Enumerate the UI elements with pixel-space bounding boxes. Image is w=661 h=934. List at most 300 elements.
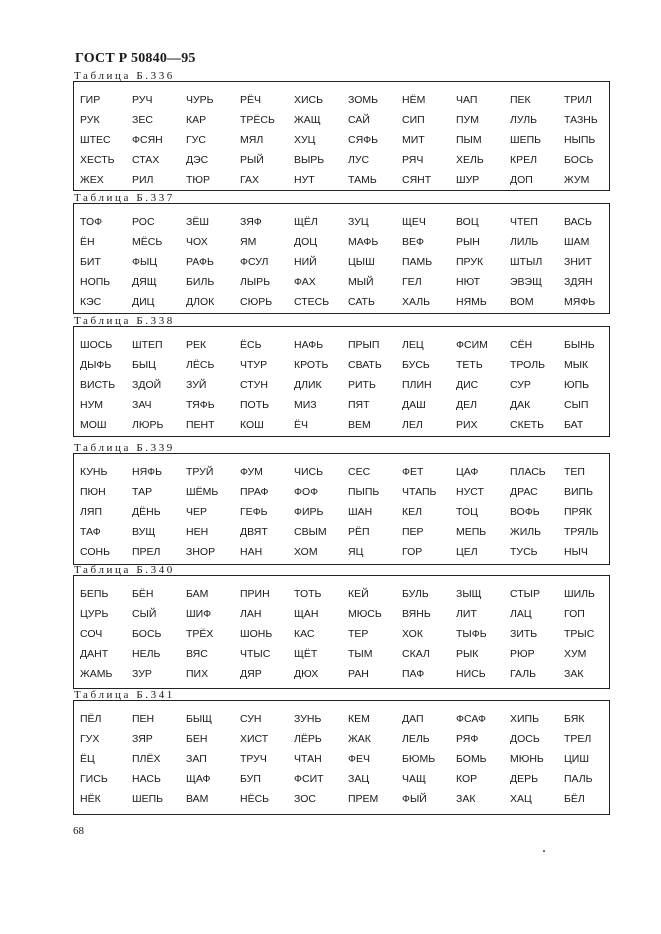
word-cell: ФАХ bbox=[294, 276, 316, 288]
word-cell: КОР bbox=[456, 773, 478, 785]
word-cell: НУСТ bbox=[456, 486, 484, 498]
table-row bbox=[74, 252, 609, 272]
word-cell: ДЛОК bbox=[186, 296, 215, 308]
table-row bbox=[74, 502, 609, 522]
word-cell: КЭС bbox=[80, 296, 102, 308]
word-cell: ГУХ bbox=[80, 733, 100, 745]
word-cell: ВЯС bbox=[186, 648, 208, 660]
word-cell: ТРУЙ bbox=[186, 466, 214, 478]
word-cell: ТОЦ bbox=[456, 506, 478, 518]
word-cell: ШАН bbox=[348, 506, 373, 518]
word-cell: ЗДОЙ bbox=[132, 379, 162, 391]
word-cell: ЛЫРЬ bbox=[240, 276, 271, 288]
word-cell: ВУЩ bbox=[132, 526, 156, 538]
word-cell: НЁСЬ bbox=[240, 793, 270, 805]
word-cell: РИЛ bbox=[132, 174, 154, 186]
word-cell: БУЛЬ bbox=[402, 588, 429, 600]
word-cell: БАМ bbox=[186, 588, 209, 600]
word-cell: БЫЦ bbox=[132, 359, 156, 371]
word-cell: БОМЬ bbox=[456, 753, 487, 765]
word-cell: СУН bbox=[240, 713, 262, 725]
table-row bbox=[74, 709, 609, 729]
word-cell: КУНЬ bbox=[80, 466, 108, 478]
word-cell: ДАК bbox=[510, 399, 531, 411]
word-cell: РЕК bbox=[186, 339, 207, 351]
word-cell: ТАМЬ bbox=[348, 174, 377, 186]
word-cell: ЧАП bbox=[456, 94, 478, 106]
table-row bbox=[74, 729, 609, 749]
word-cell: ВЯНЬ bbox=[402, 608, 431, 620]
word-cell: ГУС bbox=[186, 134, 206, 146]
word-cell: ТРЁСЬ bbox=[240, 114, 275, 126]
word-cell: ФСУЛ bbox=[240, 256, 269, 268]
word-cell: МЫЙ bbox=[348, 276, 374, 288]
word-cell: НЯМЬ bbox=[456, 296, 487, 308]
word-cell: ПЛАСЬ bbox=[510, 466, 546, 478]
word-cell: БИТ bbox=[80, 256, 101, 268]
word-cell: МЁСЬ bbox=[132, 236, 163, 248]
word-cell: СЫП bbox=[564, 399, 589, 411]
word-cell: БУП bbox=[240, 773, 261, 785]
table-row bbox=[74, 482, 609, 502]
word-cell: БЕПЬ bbox=[80, 588, 109, 600]
word-cell: РУК bbox=[80, 114, 100, 126]
word-cell: ПРИН bbox=[240, 588, 270, 600]
word-cell: НУТ bbox=[294, 174, 315, 186]
word-cell: ТЕП bbox=[564, 466, 585, 478]
word-cell: ХИСТ bbox=[240, 733, 269, 745]
word-cell: ТРОЛЬ bbox=[510, 359, 546, 371]
word-cell: СОЧ bbox=[80, 628, 103, 640]
word-cell: ВЕФ bbox=[402, 236, 424, 248]
word-cell: ЛЁСЬ bbox=[186, 359, 215, 371]
word-cell: КОШ bbox=[240, 419, 264, 431]
word-cell: ПЫМ bbox=[456, 134, 482, 146]
word-cell: ЗАЧ bbox=[132, 399, 152, 411]
word-cell: ЯМ bbox=[240, 236, 257, 248]
word-cell: ПАФ bbox=[402, 668, 425, 680]
word-cell: ДАНТ bbox=[80, 648, 109, 660]
table-row bbox=[74, 335, 609, 355]
word-cell: ВАСЬ bbox=[564, 216, 592, 228]
word-cell: ЗЯР bbox=[132, 733, 153, 745]
word-cell: ЛАН bbox=[240, 608, 262, 620]
page-number: 68 bbox=[73, 825, 84, 837]
word-cell: ПЫПЬ bbox=[348, 486, 380, 498]
word-cell: ДЯЩ bbox=[132, 276, 157, 288]
word-cell: БУСЬ bbox=[402, 359, 430, 371]
word-cell: ВАМ bbox=[186, 793, 209, 805]
word-cell: СОНЬ bbox=[80, 546, 110, 558]
word-cell: СТАХ bbox=[132, 154, 160, 166]
word-cell: ЧТУР bbox=[240, 359, 268, 371]
word-cell: ТЫМ bbox=[348, 648, 373, 660]
word-cell: ЧТАПЬ bbox=[402, 486, 437, 498]
word-cell: ГЕФЬ bbox=[240, 506, 268, 518]
table-row bbox=[74, 415, 609, 435]
word-cell: СКАЛ bbox=[402, 648, 430, 660]
word-cell: ХАЛЬ bbox=[402, 296, 431, 308]
word-cell: ФЕЧ bbox=[348, 753, 370, 765]
word-cell: ЗАК bbox=[456, 793, 476, 805]
word-table bbox=[73, 453, 610, 565]
word-cell: ЛЕЛ bbox=[402, 419, 423, 431]
word-cell: ЯЦ bbox=[348, 546, 364, 558]
word-cell: РЯФ bbox=[456, 733, 479, 745]
word-cell: ПЮН bbox=[80, 486, 106, 498]
word-cell: КЕЛ bbox=[402, 506, 423, 518]
table-caption: Таблица Б.340 bbox=[74, 564, 175, 576]
word-cell: ТОФ bbox=[80, 216, 103, 228]
word-cell: ЛЕЦ bbox=[402, 339, 424, 351]
word-cell: ШЕПЬ bbox=[510, 134, 542, 146]
word-cell: ЦАФ bbox=[456, 466, 479, 478]
word-cell: МЕПЬ bbox=[456, 526, 487, 538]
word-cell: КРОТЬ bbox=[294, 359, 329, 371]
word-cell: ТОТЬ bbox=[294, 588, 322, 600]
word-cell: ФСЯН bbox=[132, 134, 163, 146]
word-cell: ШОСЬ bbox=[80, 339, 113, 351]
word-cell: СТУН bbox=[240, 379, 268, 391]
table-caption: Таблица Б.338 bbox=[74, 315, 175, 327]
table-row bbox=[74, 664, 609, 684]
word-cell: ЧИСЬ bbox=[294, 466, 324, 478]
word-cell: ШТЕС bbox=[80, 134, 111, 146]
word-table bbox=[73, 203, 610, 314]
word-cell: ФЫЙ bbox=[402, 793, 427, 805]
word-cell: ПЕК bbox=[510, 94, 531, 106]
word-cell: МЮНЬ bbox=[510, 753, 544, 765]
word-cell: ЗУР bbox=[132, 668, 152, 680]
word-cell: СТЫР bbox=[510, 588, 540, 600]
word-cell: ЗНИТ bbox=[564, 256, 592, 268]
word-cell: ПЯТ bbox=[348, 399, 370, 411]
word-cell: ХИСЬ bbox=[294, 94, 324, 106]
word-cell: ЦУРЬ bbox=[80, 608, 109, 620]
word-cell: ДЕРЬ bbox=[510, 773, 539, 785]
word-cell: ЦИШ bbox=[564, 753, 589, 765]
word-cell: ТАФ bbox=[80, 526, 101, 538]
word-cell: ВЫРЬ bbox=[294, 154, 325, 166]
word-cell: ШЕПЬ bbox=[132, 793, 164, 805]
word-cell: КЕМ bbox=[348, 713, 370, 725]
word-cell: МЮСЬ bbox=[348, 608, 382, 620]
table-row bbox=[74, 624, 609, 644]
table-row bbox=[74, 232, 609, 252]
document-header: ГОСТ Р 50840—95 bbox=[75, 51, 196, 66]
word-cell: РАН bbox=[348, 668, 369, 680]
word-cell: ТАР bbox=[132, 486, 153, 498]
word-cell: НОПЬ bbox=[80, 276, 111, 288]
word-cell: ТРЕЛ bbox=[564, 733, 592, 745]
word-cell: ДЛИК bbox=[294, 379, 322, 391]
word-cell: ДОСЬ bbox=[510, 733, 540, 745]
word-cell: ТРИЛ bbox=[564, 94, 592, 106]
word-cell: ЗОМЬ bbox=[348, 94, 379, 106]
word-cell: ШОНЬ bbox=[240, 628, 273, 640]
table-caption: Таблица Б.336 bbox=[74, 70, 175, 82]
word-cell: ЗНОР bbox=[186, 546, 216, 558]
word-cell: БИЛЬ bbox=[186, 276, 215, 288]
word-cell: ВЕМ bbox=[348, 419, 371, 431]
word-cell: РИХ bbox=[456, 419, 478, 431]
word-cell: БЁН bbox=[132, 588, 154, 600]
word-cell: ЩЁЛ bbox=[294, 216, 318, 228]
word-cell: МОШ bbox=[80, 419, 107, 431]
word-cell: ХУМ bbox=[564, 648, 587, 660]
word-cell: НИСЬ bbox=[456, 668, 486, 680]
word-cell: ЧУРЬ bbox=[186, 94, 214, 106]
word-cell: НЕН bbox=[186, 526, 209, 538]
word-cell: ПЁЛ bbox=[80, 713, 102, 725]
word-cell: СУР bbox=[510, 379, 531, 391]
table-row bbox=[74, 462, 609, 482]
word-cell: ЧЕР bbox=[186, 506, 208, 518]
word-cell: ШУР bbox=[456, 174, 480, 186]
word-cell: ПУМ bbox=[456, 114, 479, 126]
word-cell: ПЕНТ bbox=[186, 419, 215, 431]
word-cell: ТЕТЬ bbox=[456, 359, 483, 371]
word-cell: ПАМЬ bbox=[402, 256, 433, 268]
word-cell: ЗАЦ bbox=[348, 773, 370, 785]
word-cell: ЁСЬ bbox=[240, 339, 262, 351]
word-cell: ЗОС bbox=[294, 793, 316, 805]
word-cell: НЮТ bbox=[456, 276, 481, 288]
word-cell: ПЕР bbox=[402, 526, 424, 538]
word-cell: ЛАЦ bbox=[510, 608, 532, 620]
word-cell: ЖАК bbox=[348, 733, 371, 745]
word-cell: СЫЙ bbox=[132, 608, 157, 620]
word-cell: ДАП bbox=[402, 713, 424, 725]
word-cell: БОСЬ bbox=[132, 628, 162, 640]
word-cell: ЩЁТ bbox=[294, 648, 318, 660]
word-cell: ФСИТ bbox=[294, 773, 324, 785]
word-cell: НЯФЬ bbox=[132, 466, 163, 478]
word-cell: ГОП bbox=[564, 608, 585, 620]
word-cell: МЯФЬ bbox=[564, 296, 596, 308]
speck-mark bbox=[543, 850, 545, 852]
word-cell: ГАХ bbox=[240, 174, 259, 186]
table-row bbox=[74, 110, 609, 130]
word-table bbox=[73, 81, 610, 191]
word-cell: ТРЁХ bbox=[186, 628, 214, 640]
word-cell: ЗЫЩ bbox=[456, 588, 482, 600]
word-cell: БЁЛ bbox=[564, 793, 585, 805]
word-cell: МЯЛ bbox=[240, 134, 264, 146]
word-cell: ФОФ bbox=[294, 486, 319, 498]
table-row bbox=[74, 522, 609, 542]
word-cell: ЖУМ bbox=[564, 174, 590, 186]
table-caption: Таблица Б.339 bbox=[74, 442, 175, 454]
word-cell: СЮРЬ bbox=[240, 296, 273, 308]
word-cell: СИП bbox=[402, 114, 425, 126]
word-cell: ДИС bbox=[456, 379, 479, 391]
word-cell: ДРАС bbox=[510, 486, 538, 498]
word-cell: СЁН bbox=[510, 339, 533, 351]
word-cell: НУМ bbox=[80, 399, 103, 411]
word-cell: ДЫФЬ bbox=[80, 359, 112, 371]
word-cell: МИЗ bbox=[294, 399, 317, 411]
word-cell: ВИСТЬ bbox=[80, 379, 116, 391]
word-cell: НЁМ bbox=[402, 94, 426, 106]
word-cell: ЗУЦ bbox=[348, 216, 369, 228]
word-cell: ХОМ bbox=[294, 546, 318, 558]
word-cell: МАФЬ bbox=[348, 236, 379, 248]
word-cell: НАСЬ bbox=[132, 773, 161, 785]
word-cell: ЗУЙ bbox=[186, 379, 207, 391]
word-cell: ЧТАН bbox=[294, 753, 322, 765]
word-cell: ДИЦ bbox=[132, 296, 155, 308]
word-cell: НЫПЬ bbox=[564, 134, 596, 146]
table-row bbox=[74, 292, 609, 312]
word-cell: ТЯФЬ bbox=[186, 399, 215, 411]
word-cell: ФЕТ bbox=[402, 466, 424, 478]
word-cell: ПРЯК bbox=[564, 506, 593, 518]
word-cell: ЁН bbox=[80, 236, 95, 248]
word-cell: ФСИМ bbox=[456, 339, 488, 351]
word-table bbox=[73, 575, 610, 689]
word-cell: САТЬ bbox=[348, 296, 375, 308]
word-cell: РЫЙ bbox=[240, 154, 264, 166]
word-cell: КАР bbox=[186, 114, 207, 126]
word-cell: БЫНЬ bbox=[564, 339, 595, 351]
word-cell: ФЫЦ bbox=[132, 256, 158, 268]
word-cell: ЦЕЛ bbox=[456, 546, 478, 558]
word-cell: ЗЯФ bbox=[240, 216, 262, 228]
word-cell: ФСАФ bbox=[456, 713, 486, 725]
table-row bbox=[74, 375, 609, 395]
word-cell: ШЁМЬ bbox=[186, 486, 219, 498]
word-cell: ШИЛЬ bbox=[564, 588, 595, 600]
table-row bbox=[74, 212, 609, 232]
word-cell: СЯНТ bbox=[402, 174, 432, 186]
word-cell: ДОЦ bbox=[294, 236, 318, 248]
table-row bbox=[74, 170, 609, 190]
word-cell: ЖАМЬ bbox=[80, 668, 113, 680]
word-cell: ДАШ bbox=[402, 399, 426, 411]
word-cell: БЫЩ bbox=[186, 713, 213, 725]
word-table bbox=[73, 700, 610, 815]
word-cell: ВИПЬ bbox=[564, 486, 593, 498]
table-row bbox=[74, 604, 609, 624]
word-cell: ЁЦ bbox=[80, 753, 95, 765]
word-cell: ЁЧ bbox=[294, 419, 309, 431]
table-row bbox=[74, 395, 609, 415]
word-cell: ЗУНЬ bbox=[294, 713, 322, 725]
word-cell: КАС bbox=[294, 628, 315, 640]
word-cell: СВАТЬ bbox=[348, 359, 382, 371]
table-caption: Таблица Б.337 bbox=[74, 192, 175, 204]
word-cell: ТЕР bbox=[348, 628, 369, 640]
word-cell: ТУСЬ bbox=[510, 546, 538, 558]
word-cell: ФИРЬ bbox=[294, 506, 324, 518]
word-cell: НАН bbox=[240, 546, 263, 558]
word-cell: ПОТЬ bbox=[240, 399, 270, 411]
word-cell: НЕЛЬ bbox=[132, 648, 161, 660]
word-cell: ПРАФ bbox=[240, 486, 269, 498]
word-cell: ЦЫШ bbox=[348, 256, 375, 268]
table-row bbox=[74, 769, 609, 789]
table-row bbox=[74, 150, 609, 170]
word-cell: ЛИТ bbox=[456, 608, 477, 620]
word-cell: ДЁНЬ bbox=[132, 506, 161, 518]
word-cell: ЧТЫС bbox=[240, 648, 271, 660]
word-cell: ЖЕХ bbox=[80, 174, 104, 186]
table-row bbox=[74, 789, 609, 809]
word-cell: ХЕЛЬ bbox=[456, 154, 484, 166]
word-cell: ПИХ bbox=[186, 668, 209, 680]
word-cell: ПАЛЬ bbox=[564, 773, 593, 785]
word-cell: ШТЕП bbox=[132, 339, 163, 351]
word-cell: ДЮХ bbox=[294, 668, 319, 680]
word-cell: ТЫФЬ bbox=[456, 628, 487, 640]
word-cell: ЩАН bbox=[294, 608, 319, 620]
word-cell: РЁП bbox=[348, 526, 370, 538]
word-cell: ЛУС bbox=[348, 154, 370, 166]
table-row bbox=[74, 130, 609, 150]
word-cell: ЭВЭЩ bbox=[510, 276, 542, 288]
word-cell: ПЛИН bbox=[402, 379, 432, 391]
table-row bbox=[74, 749, 609, 769]
word-cell: ТРЫС bbox=[564, 628, 595, 640]
word-cell: ЛЁРЬ bbox=[294, 733, 322, 745]
word-cell: РЮР bbox=[510, 648, 535, 660]
word-cell: ТАЗНЬ bbox=[564, 114, 598, 126]
word-cell: РИТЬ bbox=[348, 379, 376, 391]
word-cell: ТРЯЛЬ bbox=[564, 526, 599, 538]
word-table bbox=[73, 326, 610, 437]
word-cell: ЗАК bbox=[564, 668, 584, 680]
word-cell: БЕН bbox=[186, 733, 208, 745]
word-cell: ЛИЛЬ bbox=[510, 236, 539, 248]
word-cell: ХЕСТЬ bbox=[80, 154, 115, 166]
word-cell: НЁК bbox=[80, 793, 101, 805]
word-cell: ХУЦ bbox=[294, 134, 316, 146]
word-cell: ПЛЁХ bbox=[132, 753, 161, 765]
word-cell: ХАЦ bbox=[510, 793, 532, 805]
word-cell: ДВЯТ bbox=[240, 526, 268, 538]
word-cell: ЮПЬ bbox=[564, 379, 590, 391]
word-cell: СТЕСЬ bbox=[294, 296, 330, 308]
word-cell: ГЕЛ bbox=[402, 276, 422, 288]
word-cell: ДЭС bbox=[186, 154, 209, 166]
word-cell: ВОЦ bbox=[456, 216, 479, 228]
word-cell: СВЫМ bbox=[294, 526, 327, 538]
word-cell: ГИР bbox=[80, 94, 101, 106]
word-cell: ЗАП bbox=[186, 753, 207, 765]
word-cell: НАФЬ bbox=[294, 339, 324, 351]
table-row bbox=[74, 542, 609, 562]
word-cell: ФУМ bbox=[240, 466, 263, 478]
word-cell: ЖИЛЬ bbox=[510, 526, 542, 538]
word-cell: ПРЕЛ bbox=[132, 546, 161, 558]
word-cell: БОСЬ bbox=[564, 154, 594, 166]
word-cell: ЩАФ bbox=[186, 773, 211, 785]
word-cell: ХИПЬ bbox=[510, 713, 539, 725]
word-cell: ПРУК bbox=[456, 256, 484, 268]
word-cell: РЁЧ bbox=[240, 94, 262, 106]
word-cell: ВОФЬ bbox=[510, 506, 540, 518]
word-cell: ЧТЕП bbox=[510, 216, 538, 228]
word-cell: ШИФ bbox=[186, 608, 212, 620]
word-cell: ШАМ bbox=[564, 236, 590, 248]
word-cell: БАТ bbox=[564, 419, 584, 431]
word-cell: БЮМЬ bbox=[402, 753, 436, 765]
word-cell: МЫК bbox=[564, 359, 589, 371]
word-cell: ГОР bbox=[402, 546, 423, 558]
word-cell: РУЧ bbox=[132, 94, 153, 106]
word-cell: ДОП bbox=[510, 174, 533, 186]
